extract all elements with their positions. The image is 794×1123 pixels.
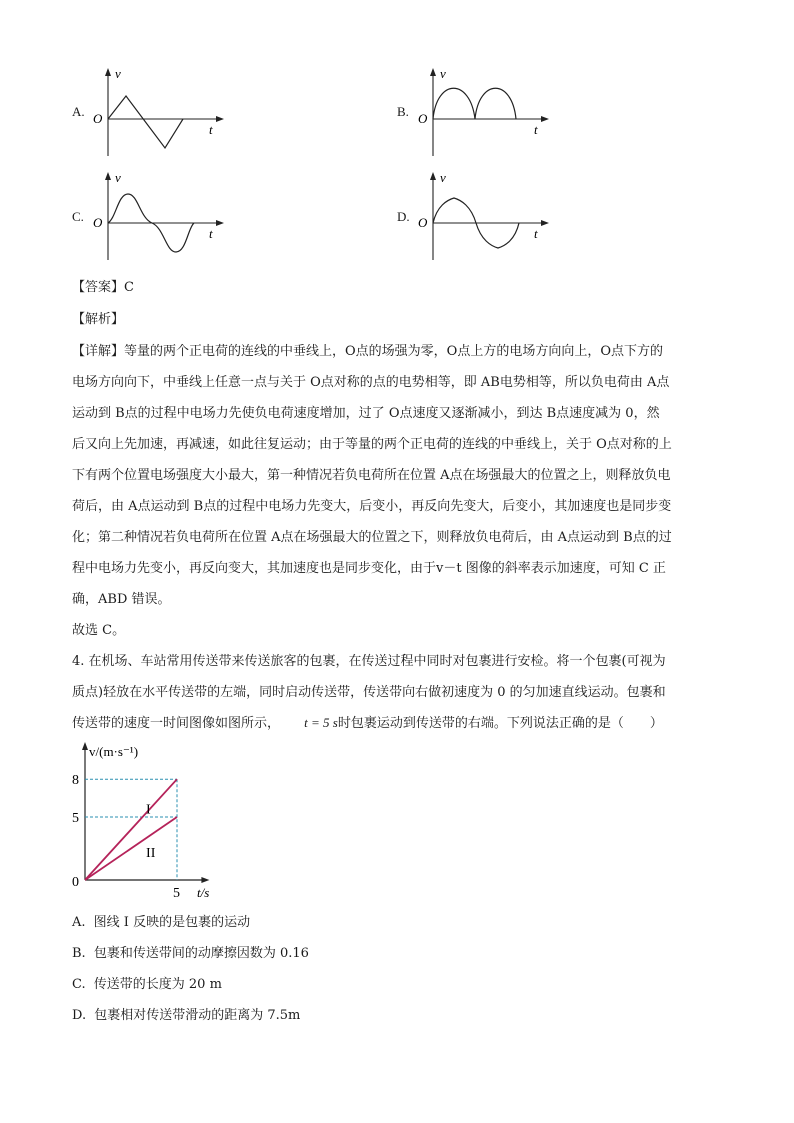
axis-v-label: v: [115, 170, 121, 185]
axis-o-label: O: [93, 215, 103, 230]
q4-line-2: 质点)轻放在水平传送带的左端，同时启动传送带，传送带向右做初速度为 0 的匀加速直线运动。包裹和: [72, 685, 666, 700]
q4-text-3a: 传送带的速度一时间图像如图所示，: [72, 716, 281, 731]
choice-c-text: 传送带的长度为 20 m: [93, 977, 222, 992]
axis-t-label: t: [209, 226, 213, 241]
y-axis-label: v/(m·s⁻¹): [89, 744, 139, 759]
velocity-time-chart: [60, 738, 240, 900]
series-label-II: II: [146, 845, 156, 861]
q4-text-3c: 时包裹运动到传送带的右端。下列说法正确的是（ ）: [337, 716, 663, 731]
detail-line-3: 运动到 B点的过程中电场力先使负电荷速度增加，过了 O点速度又逐渐减小，到达 B点速度减为 0，然: [72, 406, 660, 421]
option-c-graph: [90, 170, 230, 262]
arches-curve: [433, 88, 516, 119]
axis-v-label: v: [440, 170, 446, 185]
y-axis-arrow: [82, 742, 88, 750]
detail-text-1: 等量的两个正电荷的连线的中垂线上，O点的场强为零，O点上方的电场方向向上，O点下方的: [124, 344, 663, 359]
x-tick-label-5: 5: [173, 886, 180, 900]
option-a-label: A.: [72, 104, 85, 119]
detail-line-7: 化；第二种情况若负电荷所在位置 A点在场强最大的位置之下，则释放负电荷后，由 A点运动到 B点的过: [72, 530, 672, 545]
conclusion-line: 故选 C。: [72, 623, 126, 638]
q4-line-1: 4. 在机场、车站常用传送带来传送旅客的包裹，在传送过程中同时对包裹进行安检。将一个包裹(可视为: [72, 654, 666, 669]
option-d-label: D.: [397, 209, 410, 224]
triangle-wave-curve: [108, 96, 183, 148]
option-b-graph: [415, 66, 555, 158]
axis-o-label: O: [93, 111, 103, 126]
choice-a-label: A.: [72, 915, 86, 930]
option-a-graph: [90, 66, 230, 158]
detail-line-1: [72, 340, 663, 359]
detail-tag: 【详解】: [72, 344, 125, 359]
choice-d: [72, 1004, 300, 1023]
y-tick-label-5: 5: [72, 811, 79, 826]
detail-line-2: 电场方向向下，中垂线上任意一点与关于 O点对称的点的电势相等，即 AB电势相等，所以负电荷由 A点: [72, 375, 670, 390]
option-d-graph: [415, 170, 555, 262]
series-line-I: [85, 779, 177, 880]
option-b-label: B.: [397, 104, 409, 119]
series-label-I: I: [146, 802, 151, 818]
x-axis-arrow: [201, 877, 209, 883]
choice-d-label: D.: [72, 1008, 87, 1023]
y-tick-label-8: 8: [72, 773, 79, 789]
axis-t-label: t: [209, 122, 213, 137]
choice-a-text: 图线 I 反映的是包裹的运动: [93, 915, 251, 930]
axis-o-label: O: [418, 111, 428, 126]
detail-line-8: 程中电场力先变小，再反向变大，其加速度也是同步变化，由于v－t 图像的斜率表示加速度，可知 C 正: [72, 561, 666, 576]
series-line-II: [85, 817, 177, 880]
origin-label: 0: [72, 875, 79, 890]
answer-value: C: [124, 280, 134, 295]
detail-line-6: 荷后，由 A点运动到 B点的过程中电场力先变大，后变小，再反向先变大，后变小，其加速度也是同步变: [72, 499, 672, 514]
option-c-label: C.: [72, 209, 84, 224]
choice-b-label: B.: [72, 946, 86, 961]
answer-tag: 【答案】: [72, 280, 125, 295]
axis-t-label: t: [534, 122, 538, 137]
choice-c: [72, 973, 222, 992]
axis-v-label: v: [115, 66, 121, 81]
choice-b-text: 包裹和传送带间的动摩擦因数为 0.16: [93, 946, 309, 961]
axis-t-label: t: [534, 226, 538, 241]
choice-c-label: C.: [72, 977, 86, 992]
q4-time-expression: t = 5 s: [304, 715, 338, 730]
detail-line-4: 后又向上先加速，再减速，如此往复运动；由于等量的两个正电荷的连线的中垂线上，关于 O点对称的上: [72, 437, 672, 452]
analysis-tag: 【解析】: [72, 312, 125, 327]
choice-a: [72, 911, 250, 930]
detail-line-5: 下有两个位置电场强度大小最大，第一种情况若负电荷所在位置 A点在场强最大的位置之上，则释放负电: [72, 468, 671, 483]
x-axis-label: t/s: [197, 885, 210, 900]
axis-v-label: v: [440, 66, 446, 81]
q4-line-3: [72, 712, 663, 731]
choice-d-text: 包裹相对传送带滑动的距离为 7.5m: [94, 1008, 301, 1023]
axis-o-label: O: [418, 215, 428, 230]
choice-b: [72, 942, 309, 961]
answer-line: [72, 276, 134, 295]
detail-line-9: 确，ABD 错误。: [72, 592, 171, 607]
